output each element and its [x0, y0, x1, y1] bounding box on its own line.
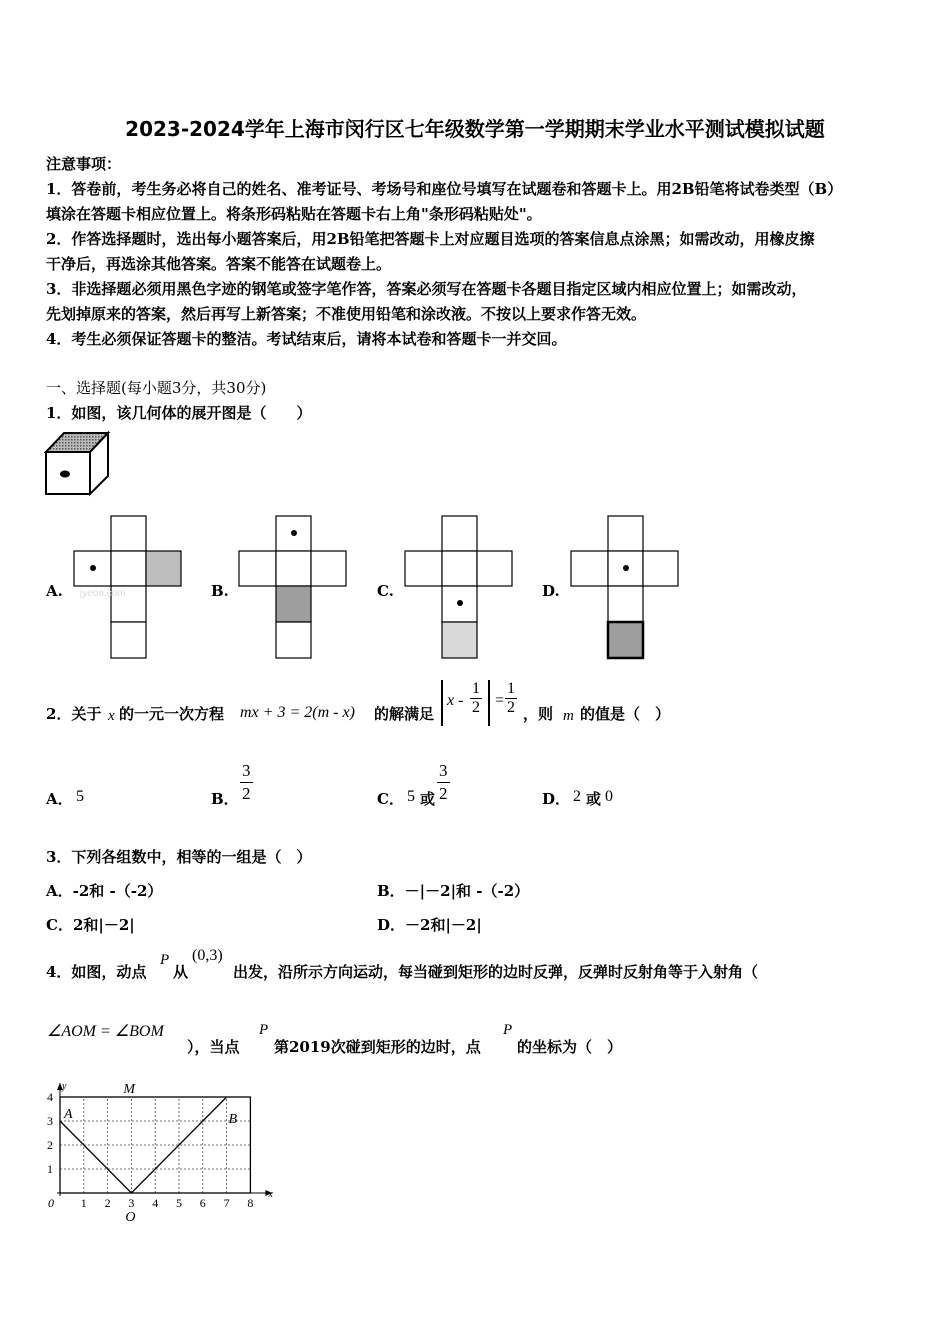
notice-line: 2．作答选择题时，选出每小题答案后，用2B铅笔把答题卡上对应题目选项的答案信息点涂黑；如需改动，用橡皮擦 — [46, 230, 815, 248]
x-tick-label: 4 — [152, 1196, 159, 1210]
q2-text-5: 的值是（ ） — [580, 705, 671, 723]
q4-start-point: (0,3) — [192, 947, 223, 964]
q2-text-3: 的解满足 — [374, 705, 435, 723]
q2-option-d-label[interactable]: D． — [542, 790, 571, 808]
q2-text-4: ，则 — [523, 705, 554, 723]
q2-option-d-value-1[interactable]: 2 — [573, 788, 581, 805]
q2-var-x: x — [108, 708, 115, 724]
q1-option-d-net[interactable] — [570, 515, 680, 661]
q2-abs-fraction — [470, 680, 482, 717]
q2-option-d-value-2[interactable]: 0 — [605, 788, 613, 805]
q2-option-c-value[interactable]: 5 — [407, 788, 415, 805]
q2-option-a-value[interactable]: 5 — [76, 788, 84, 805]
q2-abs-expr: x - — [447, 692, 464, 709]
y-tick-label: 3 — [47, 1114, 53, 1128]
x-tick-label: 6 — [199, 1196, 206, 1210]
q1-option-a-label[interactable]: A. — [46, 582, 63, 600]
q2-text-1: 2．关于 — [46, 705, 102, 723]
q4-point-p: P — [259, 1022, 269, 1038]
section-heading: 一、选择题(每小题3分，共30分) — [46, 379, 267, 397]
notice-line: 填涂在答题卡相应位置上。将条形码粘贴在答题卡右上角"条形码粘贴处"。 — [46, 205, 542, 223]
q2-var-m: m — [563, 708, 574, 724]
fraction-denominator: 2 — [439, 784, 448, 803]
q2-option-b-label[interactable]: B． — [211, 790, 239, 808]
q2-option-c-or: 或 — [420, 790, 436, 808]
q1-option-c-net[interactable] — [404, 515, 514, 661]
y-axis-label: y — [62, 1081, 67, 1092]
notice-line: 3．非选择题必须用黑色字迹的钢笔或签字笔作答，答案必须写在答题卡各题目指定区域内相应位置上；如需改动， — [46, 280, 807, 298]
q1-option-b-net[interactable] — [238, 515, 348, 661]
x-tick-label: 7 — [223, 1196, 230, 1210]
x-tick-label: 1 — [80, 1196, 87, 1210]
notice-heading: 注意事项： — [46, 155, 122, 173]
point-m-label: M — [123, 1082, 136, 1097]
fraction-denominator: 2 — [242, 784, 251, 803]
watermark: jyeoo.com — [80, 588, 126, 599]
question-1-text: 1．如图，该几何体的展开图是（ ） — [46, 404, 312, 422]
fraction-numerator: 1 — [472, 680, 480, 697]
notice-line: 先划掉原来的答案，然后再写上新答案；不准使用铅笔和涂改液。不按以上要求作答无效。 — [46, 305, 647, 323]
point-a-label: A — [64, 1107, 73, 1122]
q2-option-a-label[interactable]: A． — [46, 790, 73, 808]
x-tick-label: 5 — [176, 1196, 182, 1210]
q3-option-c[interactable]: C．2和|－2| — [46, 916, 135, 934]
fraction-numerator: 3 — [437, 760, 450, 783]
notice-line: 4．考生必须保证答题卡的整洁。考试结束后，请将本试卷和答题卡一并交回。 — [46, 330, 567, 348]
fraction-numerator: 1 — [507, 680, 515, 697]
q2-option-b-fraction[interactable] — [240, 760, 253, 805]
q4-text-5: 第2019次碰到矩形的边时，点 — [274, 1038, 481, 1056]
point-b-label: B — [228, 1112, 238, 1127]
q4-point-p: P — [503, 1022, 513, 1038]
fraction-denominator: 2 — [472, 699, 480, 716]
abs-bar-right — [488, 680, 490, 726]
q2-option-c-fraction[interactable] — [437, 760, 450, 805]
q3-option-b[interactable]: B．－|－2|和 -（-2） — [377, 882, 530, 900]
x-tick-label: 3 — [128, 1196, 135, 1210]
point-o-label: O — [125, 1210, 136, 1225]
q1-option-b-label[interactable]: B. — [211, 582, 229, 600]
q2-equation: mx + 3 = 2(m - x) — [240, 704, 355, 721]
q2-text-2: 的一元一次方程 — [119, 705, 225, 723]
q1-option-d-label[interactable]: D. — [542, 582, 560, 600]
q1-option-c-label[interactable]: C. — [377, 582, 394, 600]
q4-text-1: 4．如图，动点 — [46, 963, 147, 981]
abs-bar-left — [441, 680, 443, 726]
fraction-denominator: 2 — [507, 699, 515, 716]
q2-equals: = — [494, 692, 505, 709]
q3-option-d[interactable]: D．－2和|－2| — [377, 916, 482, 934]
page-title: 2023-2024学年上海市闵行区七年级数学第一学期期末学业水平测试模拟试题 — [125, 117, 825, 141]
notice-line: 1．答卷前，考生务必将自己的姓名、准考证号、考场号和座位号填写在试题卷和答题卡上。用2B铅笔将试卷类型（B） — [46, 180, 843, 198]
q2-option-c-label[interactable]: C． — [377, 790, 404, 808]
q4-point-p: P — [160, 952, 170, 968]
q4-text-4: ），当点 — [187, 1038, 240, 1056]
y-tick-label: 2 — [47, 1138, 53, 1152]
notice-line: 干净后，再选涂其他答案。答案不能答在试题卷上。 — [46, 255, 392, 273]
x-axis-label: x — [268, 1189, 273, 1200]
q4-text-6: 的坐标为（ ） — [517, 1038, 623, 1056]
q4-angle-condition: ∠AOM = ∠BOM — [47, 1023, 164, 1040]
y-tick-label: 1 — [47, 1162, 53, 1176]
cube-figure — [44, 430, 114, 500]
q4-text-2: 从 — [173, 963, 189, 981]
x-tick-label: 2 — [104, 1196, 111, 1210]
origin-label: 0 — [48, 1196, 54, 1210]
q4-text-3: 出发，沿所示方向运动，每当碰到矩形的边时反弹，反弹时反射角等于入射角（ — [233, 963, 759, 981]
q2-rhs-fraction — [505, 680, 517, 717]
y-tick-label: 4 — [47, 1090, 53, 1104]
x-tick-label: 8 — [247, 1196, 254, 1210]
question-3-text: 3．下列各组数中，相等的一组是（ ） — [46, 848, 312, 866]
q3-option-a[interactable]: A．-2和 -（-2） — [46, 882, 163, 900]
q4-coordinate-graph — [40, 1075, 275, 1225]
q2-option-d-or: 或 — [586, 790, 602, 808]
fraction-numerator: 3 — [240, 760, 253, 783]
